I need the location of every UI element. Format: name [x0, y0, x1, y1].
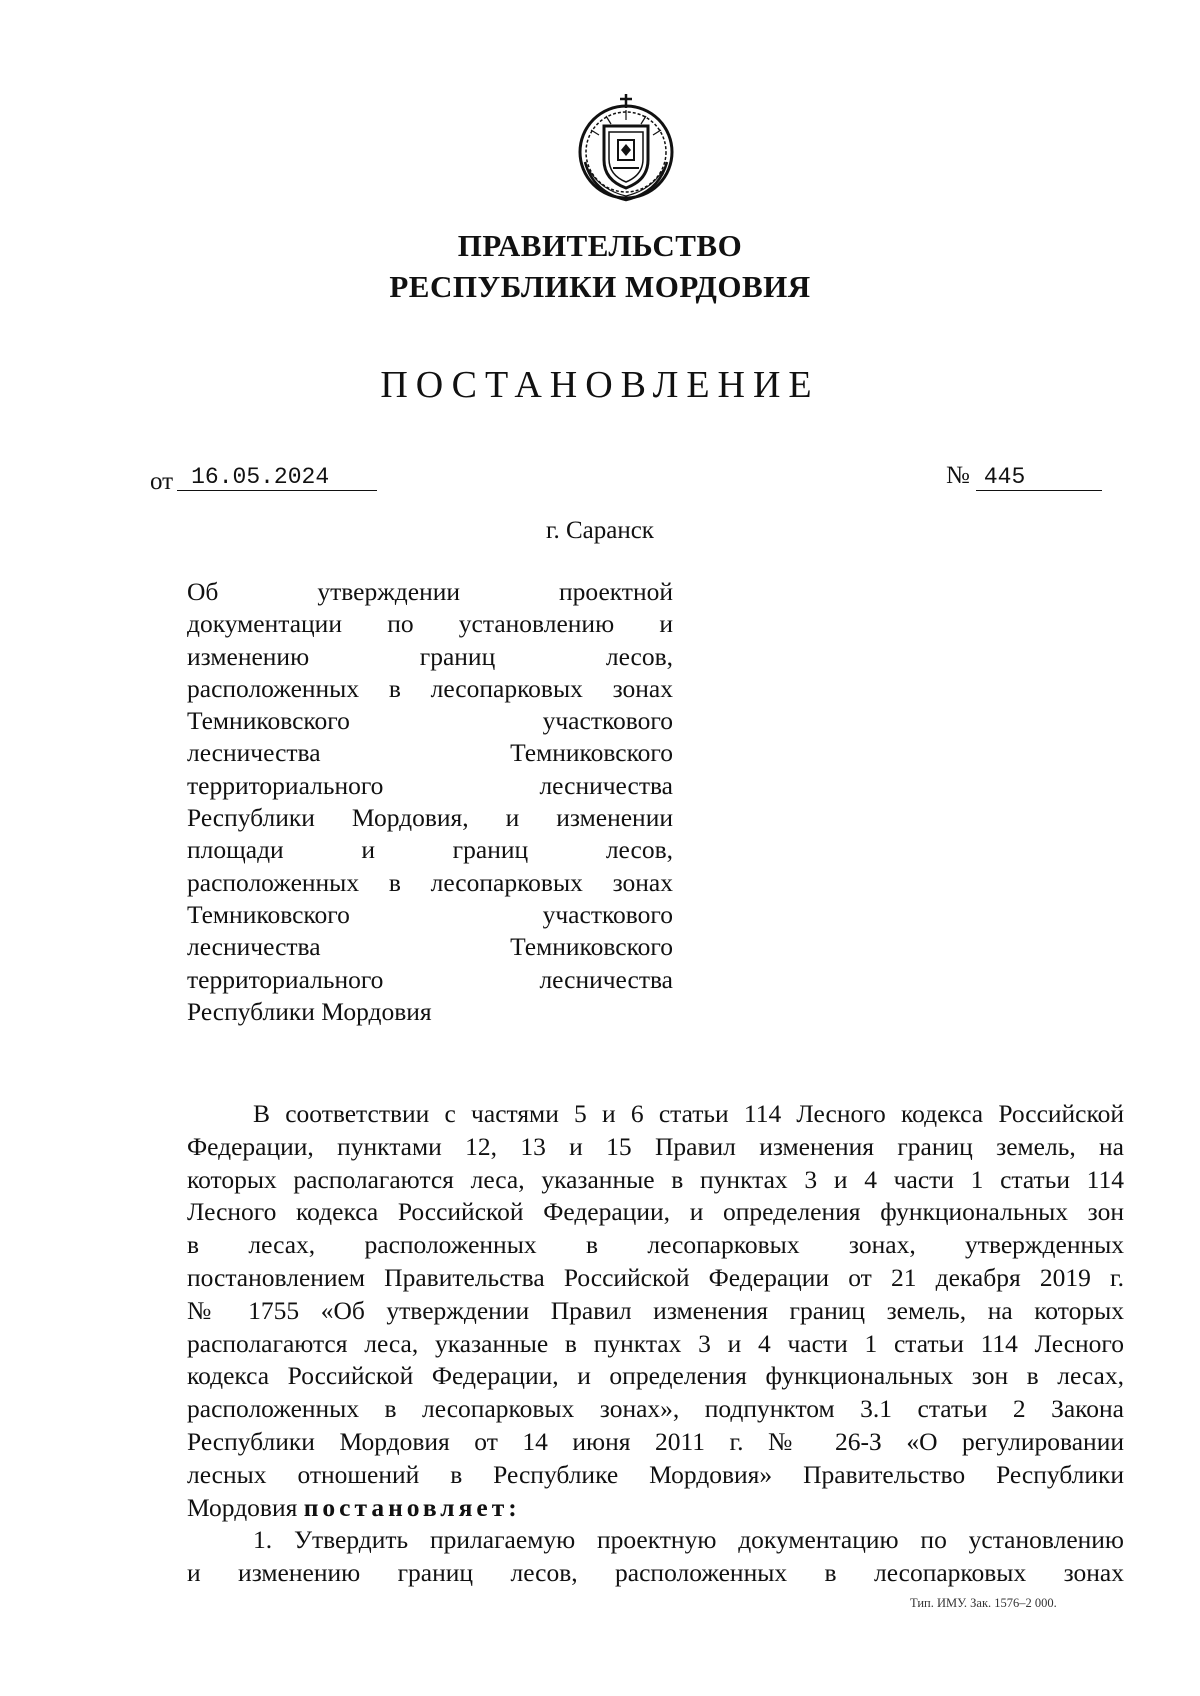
number-value: 445 [976, 464, 1102, 491]
subject-line: изменению границ лесов, [187, 641, 673, 671]
document-type-title: ПОСТАНОВЛЕНИЕ [380, 364, 820, 406]
body-line: Федерации, пунктами 12, 13 и 15 Правил изменения границ земель, на [187, 1131, 1124, 1161]
subject-line: лесничества Темниковского [187, 738, 673, 768]
body-line-resolution [187, 1492, 1124, 1525]
document-date [150, 462, 377, 495]
resolution-keyword: постановляет: [303, 1492, 521, 1522]
document-subject [187, 576, 673, 1028]
document-body [187, 1098, 1124, 1590]
body-line: которых располагаются леса, указанные в пунктах 3 и 4 части 1 статьи 114 [187, 1164, 1124, 1194]
subject-line: лесничества Темниковского [187, 932, 673, 962]
subject-line: площади и границ лесов, [187, 835, 673, 865]
item-1-line: и изменению границ лесов, расположенных в лесопарковых зонах [187, 1558, 1124, 1588]
subject-line: территориального лесничества [187, 964, 673, 994]
body-line: Лесного кодекса Российской Федерации, и определения функциональных зон [187, 1197, 1124, 1227]
body-line: располагаются леса, указанные в пунктах 3 и 4 части 1 статьи 114 Лесного [187, 1328, 1124, 1358]
document-number [946, 462, 1102, 491]
subject-line: Республики Мордовия, и изменении [187, 803, 673, 833]
subject-line: Темниковского участкового [187, 899, 673, 929]
body-line: Республики Мордовия от 14 июня 2011 г. № 26-З «О регулировании [187, 1426, 1124, 1456]
subject-line: расположенных в лесопарковых зонах [187, 673, 673, 703]
printing-code: Тип. ИМУ. Зак. 1576–2 000. [910, 1596, 1057, 1610]
item-1-line: 1. Утвердить прилагаемую проектную документацию по установлению [253, 1525, 1124, 1555]
body-line: № 1755 «Об утверждении Правил изменения границ земель, на которых [187, 1295, 1124, 1325]
subject-line: Об утверждении проектной [187, 577, 673, 606]
date-value: 16.05.2024 [177, 464, 377, 491]
city-name: г. Саранск [546, 517, 654, 544]
subject-line: Темниковского участкового [187, 706, 673, 736]
subject-line: Республики Мордовия [187, 996, 432, 1026]
organization-name-line1: ПРАВИТЕЛЬСТВО [457, 228, 743, 263]
number-prefix: № [946, 462, 970, 489]
body-line: в лесах, расположенных в лесопарковых зонах, утвержденных [187, 1230, 1124, 1260]
body-line: В соответствии с частями 5 и 6 статьи 114 Лесного кодекса Российской [253, 1099, 1124, 1128]
body-line: лесных отношений в Республике Мордовия» Правительство Республики [187, 1459, 1124, 1489]
organization-name-line2: РЕСПУБЛИКИ МОРДОВИЯ [389, 269, 811, 304]
body-line: расположенных в лесопарковых зонах», подпунктом 3.1 статьи 2 Закона [187, 1394, 1124, 1424]
subject-line: территориального лесничества [187, 770, 673, 800]
body-line: кодекса Российской Федерации, и определения функциональных зон в лесах, [187, 1361, 1124, 1391]
date-prefix: от [150, 468, 174, 495]
subject-line: расположенных в лесопарковых зонах [187, 867, 673, 897]
coat-of-arms-icon [571, 92, 681, 204]
subject-line: документации по установлению и [187, 609, 673, 639]
body-last-line-start: Мордовия [187, 1492, 298, 1522]
body-line: постановлением Правительства Российской Федерации от 21 декабря 2019 г. [187, 1262, 1124, 1292]
